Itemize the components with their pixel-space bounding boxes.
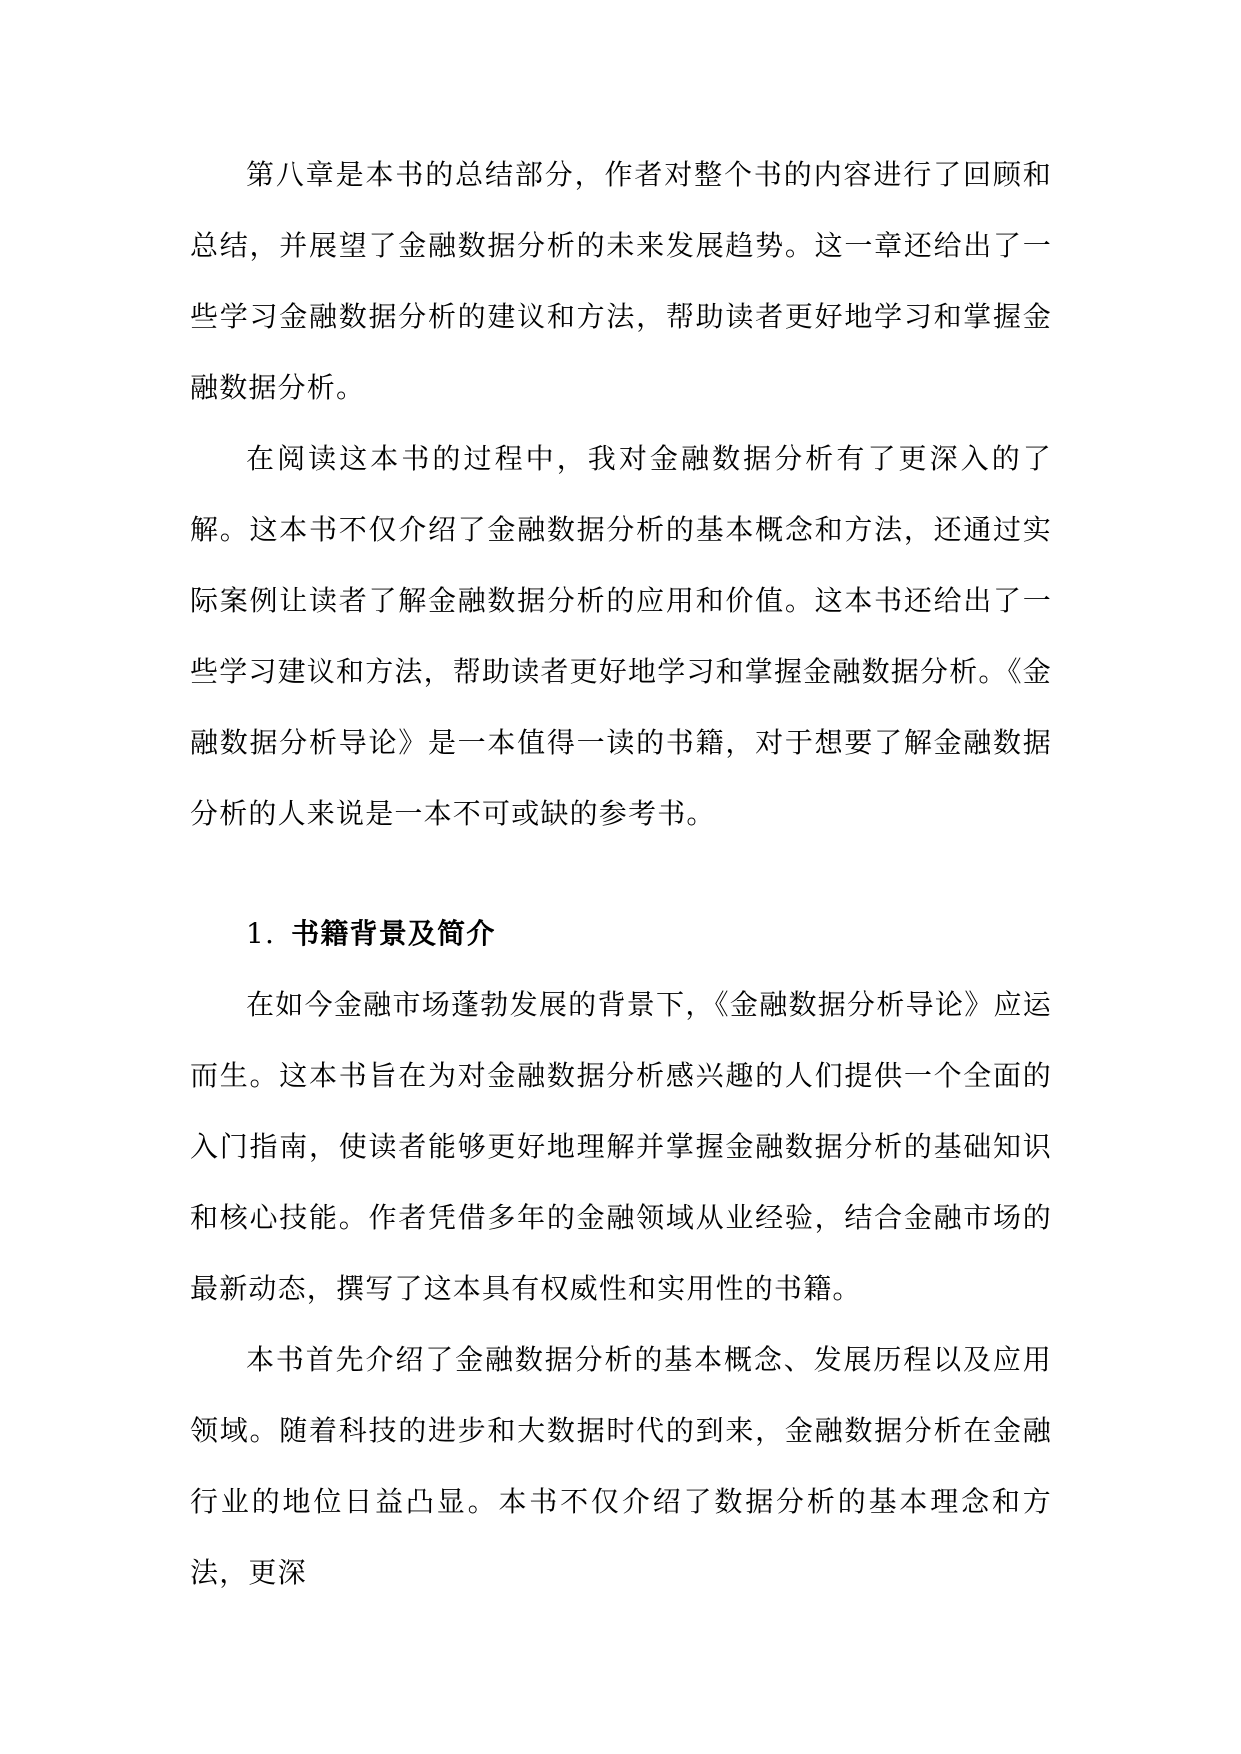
paragraph-reading-reflection: 在阅读这本书的过程中，我对金融数据分析有了更深入的了解。这本书不仅介绍了金融数据分析的基本概念和方法，还通过实际案例让读者了解金融数据分析的应用和价值。这本书还给出了一些学习建议和方法，帮助读者更好地学习和掌握金融数据分析。《金融数据分析导论》是一本值得一读的书籍，对于想要了解金融数据分析的人来说是一本不可或缺的参考书。 <box>190 442 1053 830</box>
section-number: 1. <box>246 917 276 950</box>
section-heading <box>190 898 1052 969</box>
paragraph-chapter8-summary: 第八章是本书的总结部分，作者对整个书的内容进行了回顾和总结，并展望了金融数据分析的未来发展趋势。这一章还给出了一些学习金融数据分析的建议和方法，帮助读者更好地学习和掌握金融数据分析。 <box>190 158 1052 404</box>
paragraph-book-intro: 本书首先介绍了金融数据分析的基本概念、发展历程以及应用领域。随着科技的进步和大数据时代的到来，金融数据分析在金融行业的地位日益凸显。本书不仅介绍了数据分析的基本理念和方法，更深 <box>190 1343 1052 1589</box>
document-body <box>190 139 1052 1608</box>
section-title: 书籍背景及简介 <box>291 917 496 950</box>
paragraph-book-background: 在如今金融市场蓬勃发展的背景下，《金融数据分析导论》应运而生。这本书旨在为对金融数据分析感兴趣的人们提供一个全面的入门指南，使读者能够更好地理解并掌握金融数据分析的基础知识和核心技能。作者凭借多年的金融领域从业经验，结合金融市场的最新动态，撰写了这本具有权威性和实用性的书籍。 <box>190 988 1052 1305</box>
